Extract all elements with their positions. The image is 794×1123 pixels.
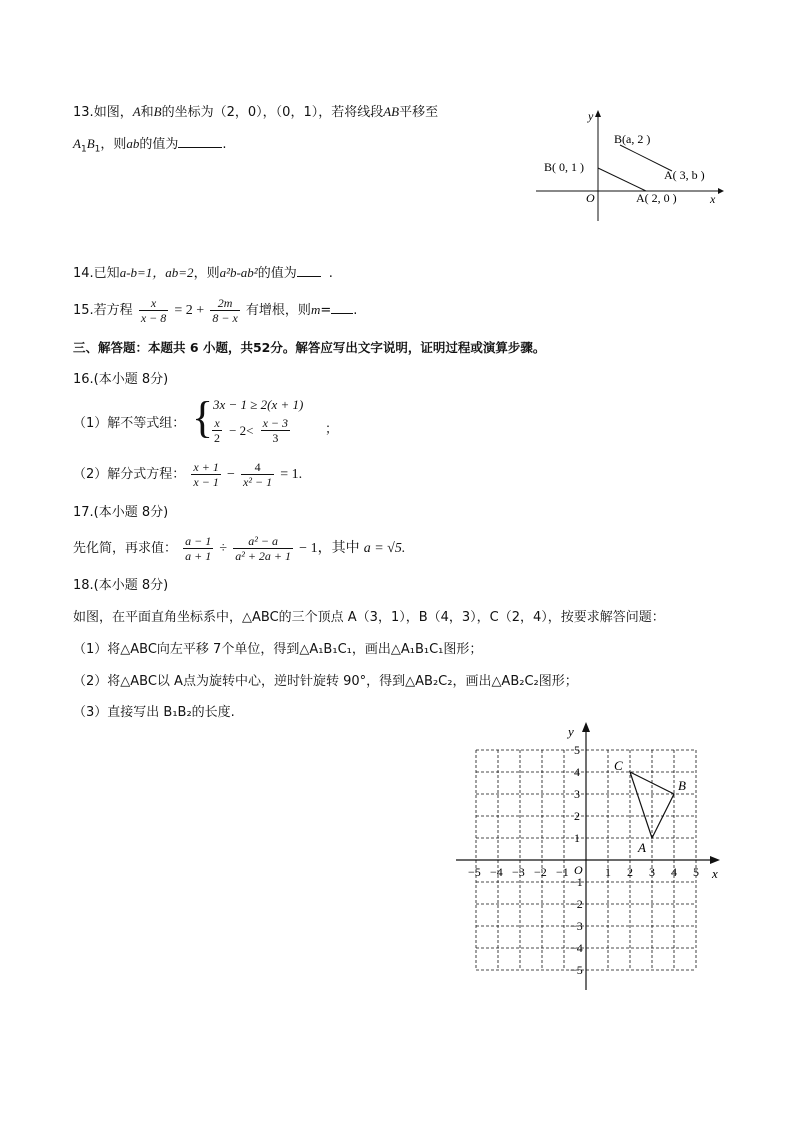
- section-3-title: 三、解答题：本题共 6 小题，共52分。解答应写出文字说明，证明过程或演算步骤。: [73, 340, 546, 355]
- coordinate-grid: [450, 720, 730, 1000]
- fig13-A-label: A( 2, 0 ): [636, 191, 677, 205]
- q13-figure: [530, 105, 730, 225]
- fig13-A1-label: A( 3, b ): [664, 168, 705, 182]
- q14: 14.已知a-b=1，ab=2，则a²b-ab²的值为 .: [73, 265, 333, 281]
- q18-part2: （2）将△ABC以 A点为旋转中心，逆时针旋转 90°，得到△AB₂C₂，画出△AB₂C₂图形；: [73, 674, 578, 689]
- label-C: C: [614, 758, 623, 773]
- x-tick-label: −2: [534, 865, 547, 879]
- grid-x-label: x: [712, 866, 718, 881]
- q15-fraction-2: $\frac{2m}{8 - x}$: [212, 296, 238, 325]
- q18-header: 18.(本小题 8分): [73, 578, 169, 593]
- x-tick-label: −3: [512, 865, 525, 879]
- q18-intro: 如图，在平面直角坐标系中，△ABC的三个顶点 A（3，1），B（4，3），C（2，4），按要求解答问题：: [73, 610, 665, 625]
- fig13-y-label: y: [588, 109, 594, 123]
- x-tick-label: 1: [605, 865, 611, 879]
- answer-blank: [331, 301, 353, 314]
- y-tick-label: 3: [574, 787, 580, 801]
- grid-origin: O: [574, 863, 583, 877]
- y-tick-label: −4: [570, 941, 583, 955]
- y-tick-label: 5: [574, 743, 580, 757]
- fig13-x-label: x: [710, 192, 716, 206]
- label-A: A: [638, 840, 646, 855]
- q18-part3: （3）直接写出 B₁B₂的长度.: [73, 705, 235, 720]
- answer-blank: [178, 135, 222, 148]
- q16-part1-label: （1）解不等式组：: [73, 416, 186, 431]
- fig13-B1-label: B(a, 2 ): [614, 132, 651, 146]
- inequality-1: 3x − 1 ≥ 2(x + 1): [213, 397, 304, 412]
- fig13-B-label: B( 0, 1 ): [544, 160, 584, 174]
- q16-part2: （2）解分式方程： $\frac{x + 1}{x - 1}$ − $\frac{4}{\text{x² − 1}}$ = 1.: [73, 460, 303, 489]
- y-tick-label: −2: [570, 897, 583, 911]
- y-tick-label: −5: [570, 963, 583, 977]
- q16-header: 16.(本小题 8分): [73, 372, 169, 387]
- q17-header: 17.(本小题 8分): [73, 505, 169, 520]
- q13-line2: $A_1B_1$，则ab的值为 .: [73, 136, 227, 155]
- q13-line1: 13.如图，A和B的坐标为（2，0），（0，1），若将线段AB平移至: [73, 104, 439, 120]
- system-brace: {: [192, 393, 214, 442]
- y-tick-label: −3: [570, 919, 583, 933]
- grid-y-label: y: [568, 724, 574, 739]
- q18-part1: （1）将△ABC向左平移 7个单位，得到△A₁B₁C₁，画出△A₁B₁C₁图形；: [73, 642, 483, 657]
- x-tick-label: 3: [649, 865, 655, 879]
- fig13-origin: O: [586, 191, 595, 205]
- q15: 15.若方程 $\frac{x}{x - 8}$ = 2 + $\frac{2m}{8 - x}$ 有增根，则m= .: [73, 296, 358, 325]
- q17-body: 先化简，再求值： $\frac{a - 1}{a + 1}$ ÷ $\frac{\text{a² − a}}{\text{a² + 2a + 1}}$ − 1，其中 a = √5.: [73, 534, 406, 563]
- answer-blank: [297, 264, 321, 277]
- inequality-2: $\frac{x}{2}$ − 2< $\frac{x - 3}{3}$: [214, 416, 289, 445]
- x-tick-label: 2: [627, 865, 633, 879]
- x-tick-label: −5: [468, 865, 481, 879]
- y-tick-label: 1: [574, 831, 580, 845]
- label-B: B: [678, 778, 686, 793]
- y-tick-label: 4: [574, 765, 580, 779]
- x-tick-label: 5: [693, 865, 699, 879]
- x-tick-label: 4: [671, 865, 677, 879]
- y-tick-label: 2: [574, 809, 580, 823]
- x-tick-label: −4: [490, 865, 503, 879]
- q15-fraction-1: $\frac{x}{x - 8}$: [140, 296, 167, 325]
- x-tick-label: −1: [556, 865, 569, 879]
- y-tick-label: −1: [570, 875, 583, 889]
